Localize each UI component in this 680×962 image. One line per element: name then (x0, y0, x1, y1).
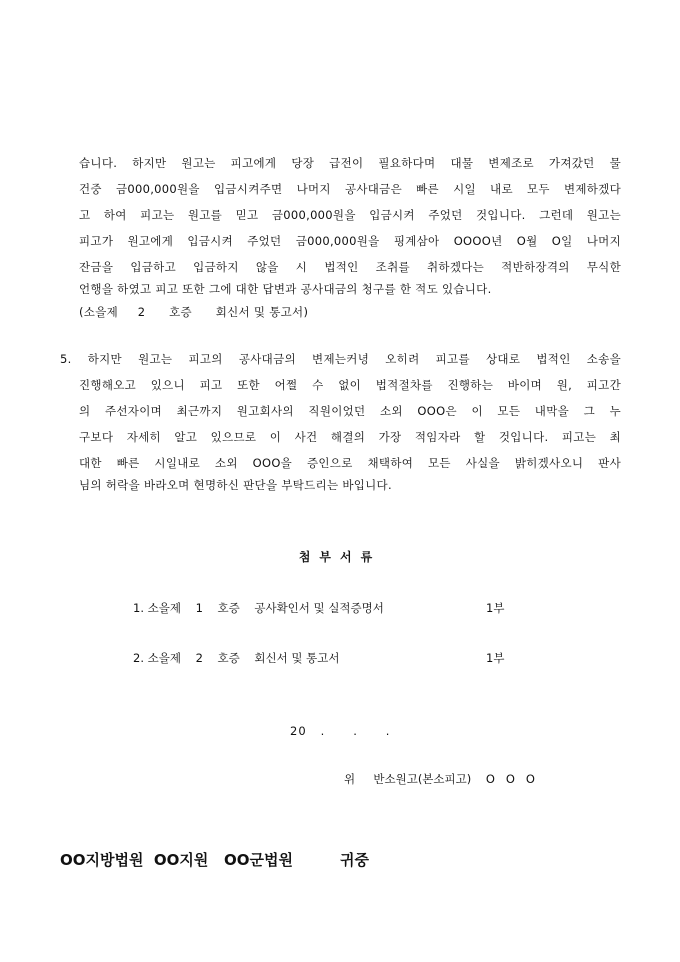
paragraph-4-line-5: 잔금을 입금하고 입금하지 않을 시 법적인 조취를 취하겠다는 적반하장격의 무식한 (79, 260, 621, 274)
attachment-item-2-count: 1부 (486, 651, 505, 665)
attachments-heading: 첨부서류 (298, 550, 382, 564)
paragraph-4-line-3: 고 하여 피고는 원고를 믿고 금000,000원을 입금시켜 주었던 것입니다. 그런데 원고는 (79, 208, 621, 222)
paragraph-5-line-1: 5. 하지만 원고는 피고의 공사대금의 변제는커녕 오히려 피고를 상대로 법적인 소송을 (60, 352, 621, 366)
paragraph-4-line-4: 피고가 원고에게 입금시켜 주었던 금000,000원을 핑계삼아 OOOO년 O월 O일 나머지 (79, 234, 621, 248)
paragraph-5-line-2: 진행해오고 있으니 피고 또한 어쩔 수 없이 법적절차를 진행하는 바이며 원, 피고간 (79, 378, 621, 392)
document-date: 20 . . . (290, 724, 391, 738)
paragraph-4-line-6: 언행을 하였고 피고 또한 그에 대한 답변과 공사대금의 청구를 한 적도 있습니다. (79, 282, 492, 296)
paragraph-4-line-2: 건중 금000,000원을 입금시켜주면 나머지 공사대금은 빠른 시일 내로 모두 변제하겠다 (79, 182, 621, 196)
paragraph-4-line-1: 습니다. 하지만 원고는 피고에게 당장 급전이 필요하다며 대물 변제조로 가져갔던 물 (79, 156, 621, 170)
attachment-item-1: 1. 소을제 1 호증 공사확인서 및 실적증명서 (133, 601, 384, 615)
court-addressee: OO지방법원 OO지원 OO군법원 귀중 (60, 851, 370, 869)
paragraph-5-line-4: 구보다 자세히 알고 있으므로 이 사건 해결의 가장 적임자라 할 것입니다. 피고는 최 (79, 430, 621, 444)
signature-line: 위 반소원고(본소피고) O O O (344, 772, 535, 786)
attachment-item-1-count: 1부 (486, 601, 505, 615)
paragraph-5-line-3: 의 주선자이며 최근까지 원고회사의 직원이었던 소외 OOO은 이 모든 내막을 그 누 (79, 404, 621, 418)
paragraph-5-line-6: 님의 허락을 바라오며 현명하신 판단을 부탁드리는 바입니다. (79, 478, 392, 492)
attachment-item-2: 2. 소을제 2 호증 회신서 및 통고서 (133, 651, 340, 665)
paragraph-4-evidence-ref: (소을제 2 호증 회신서 및 통고서) (79, 305, 309, 319)
paragraph-5-line-5: 대한 빠른 시일내로 소외 OOO을 증인으로 채택하여 모든 사실을 밝히겠사오니 판사 (79, 456, 621, 470)
